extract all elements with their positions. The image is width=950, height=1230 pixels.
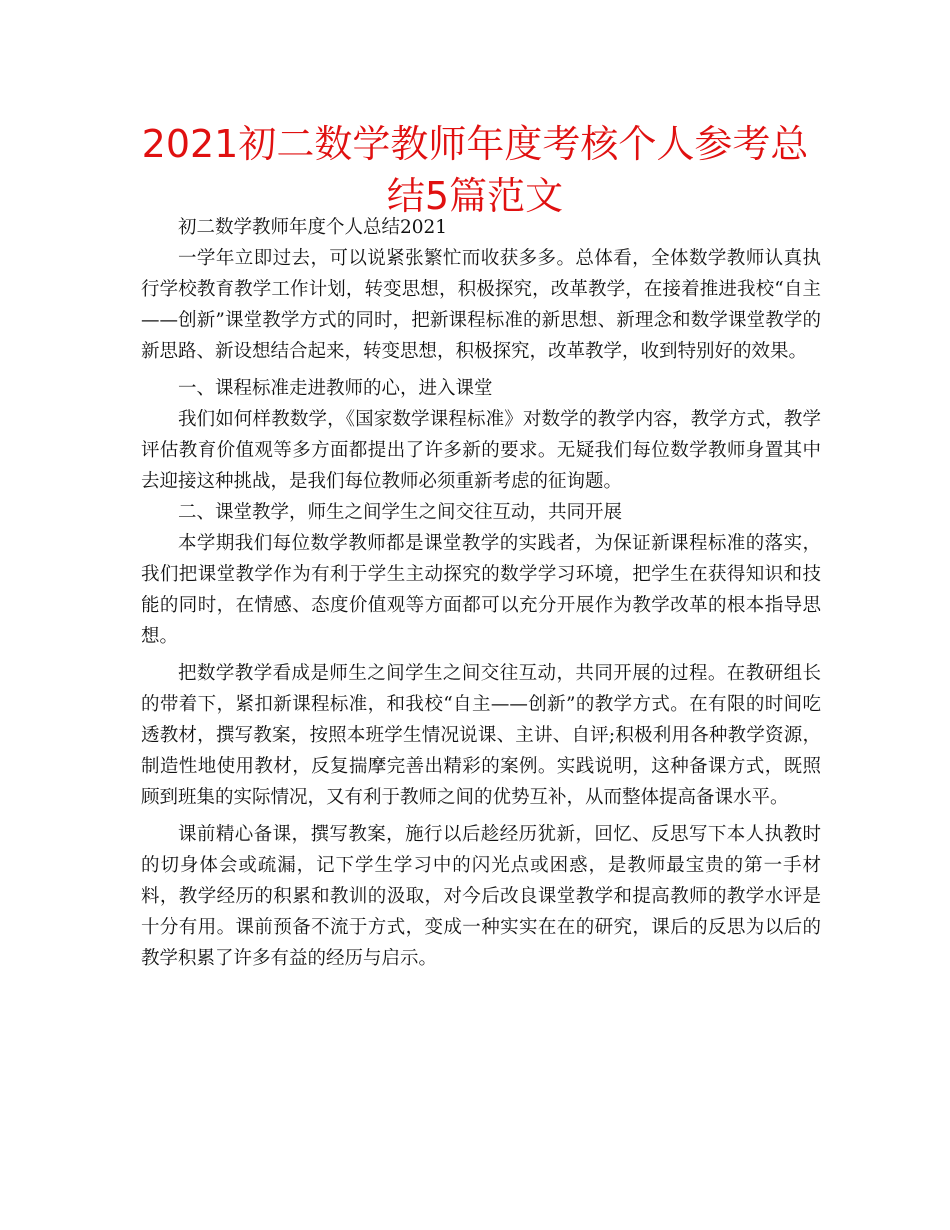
section-heading-1: 一、课程标准走进教师的心，进入课堂 [178, 378, 493, 399]
paragraph-section-2: 本学期我们每位数学教师都是课堂教学的实践者，为保证新课程标准的落实，我们把课堂教学作为有利于学生主动探究的数学学习环境，把学生在获得知识和技能的同时，在情感、态度价值观等方面都可以充分开展作为教学改革的根本指导思想。 [141, 533, 821, 647]
paragraph-teaching-process: 把数学教学看成是师生之间学生之间交往互动，共同开展的过程。在教研组长的带着下，紧扣新课程标准，和我校“自主——创新”的教学方式。在有限的时间吃透教材，撰写教案，按照本班学生情况说课、主讲、自评;积极利用各种教学资源，制造性地使用教材，反复揣摩完善出精彩的案例。实践说明，这种备课方式，既照顾到班集的实际情况，又有利于教师之间的优势互补，从而整体提高备课水平。 [141, 663, 821, 808]
subtitle: 初二数学教师年度个人总结2021 [178, 217, 448, 238]
paragraph-intro: 一学年立即过去，可以说紧张繁忙而收获多多。总体看，全体数学教师认真执行学校教育教学工作计划，转变思想，积极探究，改革教学，在接着推进我校“自主——创新”课堂教学方式的同时，把新课程标准的新思想、新理念和数学课堂教学的新思路、新设想结合起来，转变思想，积极探究，改革教学，收到特别好的效果。 [141, 248, 821, 362]
paragraph-lesson-prep: 课前精心备课，撰写教案，施行以后趁经历犹新，回忆、反思写下本人执教时的切身体会或疏漏，记下学生学习中的闪光点或困惑，是教师最宝贵的第一手材料，教学经历的积累和教训的汲取，对今后改良课堂教学和提高教师的教学水评是十分有用。课前预备不流于方式，变成一种实实在在的研究，课后的反思为以后的教学积累了许多有益的经历与启示。 [141, 824, 821, 969]
document-body [141, 212, 821, 974]
document-title: 2021初二数学教师年度考核个人参考总结5篇范文 [141, 122, 809, 218]
paragraph-section-1: 我们如何样教数学，《国家数学课程标准》对数学的教学内容，教学方式，教学评估教育价值观等多方面都提出了许多新的要求。无疑我们每位数学教师身置其中去迎接这种挑战，是我们每位教师必须重新考虑的征询题。 [141, 409, 821, 492]
section-heading-2: 二、课堂教学，师生之间学生之间交往互动，共同开展 [178, 502, 623, 523]
